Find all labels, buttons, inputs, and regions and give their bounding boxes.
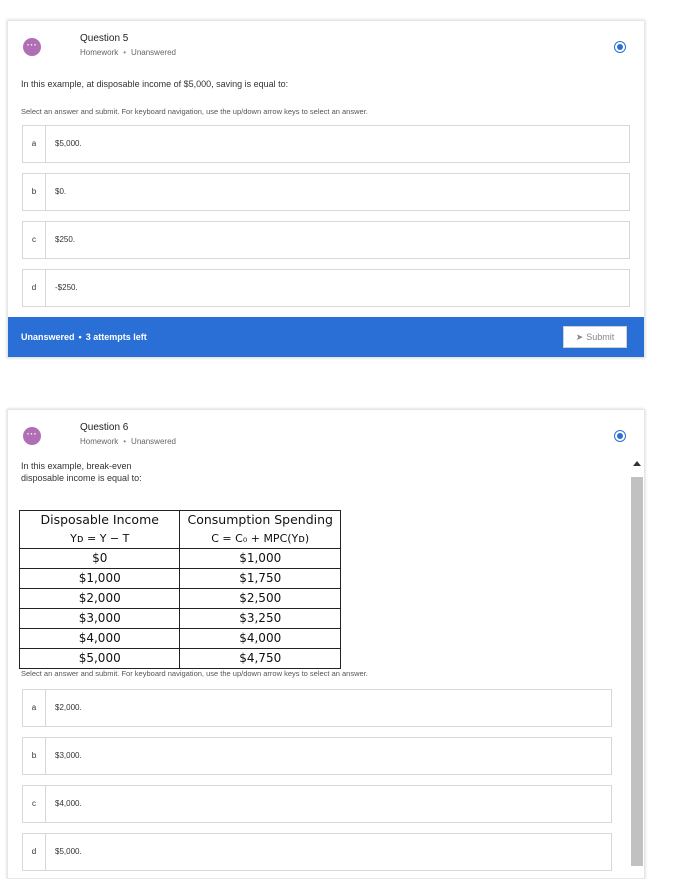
question-type: Homework xyxy=(80,48,119,57)
answer-choice-b[interactable] xyxy=(22,737,612,775)
question-status: Unanswered xyxy=(131,48,176,57)
table-cell: $2,000 xyxy=(20,589,180,609)
question-6-card xyxy=(7,409,645,879)
choice-letter: a xyxy=(23,690,46,726)
choice-text: $2,000. xyxy=(55,703,82,712)
table-row xyxy=(20,589,341,609)
answer-choice-c[interactable] xyxy=(22,785,612,823)
submit-label: Submit xyxy=(586,332,615,342)
question-5-card xyxy=(7,20,645,358)
answer-choice-c[interactable] xyxy=(22,221,630,259)
table-row xyxy=(20,549,341,569)
prompt-line: In this example, break-even xyxy=(21,461,132,471)
table-row xyxy=(20,649,341,669)
question-prompt xyxy=(21,460,142,484)
paper-plane-icon: ➤ xyxy=(575,332,584,342)
choice-text: $5,000. xyxy=(55,847,82,856)
scrollbar-thumb[interactable] xyxy=(631,477,643,866)
bookmark-circle-icon[interactable] xyxy=(614,430,626,442)
instructions: Select an answer and submit. For keyboard navigation, use the up/down arrow keys to select an answer. xyxy=(21,107,368,116)
table-header-consumption: Consumption Spending xyxy=(180,511,341,530)
more-dots-icon[interactable]: ··· xyxy=(23,427,41,445)
table-cell: $1,000 xyxy=(20,569,180,589)
attempt-status-text: Unanswered • 3 attempts left xyxy=(21,332,147,342)
scroll-up-arrow-icon[interactable] xyxy=(630,458,644,472)
choice-letter: c xyxy=(23,786,46,822)
bookmark-circle-icon[interactable] xyxy=(614,41,626,53)
table-cell: $0 xyxy=(20,549,180,569)
choice-text: $0. xyxy=(55,187,67,196)
table-formula-consumption: C = C₀ + MPC(Yᴅ) xyxy=(180,529,341,549)
choice-text: -$250. xyxy=(55,283,78,292)
choice-letter: b xyxy=(23,174,46,210)
choice-text: $5,000. xyxy=(55,139,82,148)
table-cell: $1,750 xyxy=(180,569,341,589)
answer-choice-b[interactable] xyxy=(22,173,630,211)
table-row xyxy=(20,629,341,649)
answer-status: Unanswered xyxy=(21,332,75,342)
submit-button[interactable] xyxy=(563,326,627,348)
choice-text: $3,000. xyxy=(55,751,82,760)
table-cell: $4,750 xyxy=(180,649,341,669)
answer-choice-a[interactable] xyxy=(22,689,612,727)
table-cell: $3,000 xyxy=(20,609,180,629)
table-cell: $5,000 xyxy=(20,649,180,669)
more-dots-icon[interactable]: ··· xyxy=(23,38,41,56)
question-title: Question 6 xyxy=(80,422,129,433)
question-prompt: In this example, at disposable income of $5,000, saving is equal to: xyxy=(21,79,289,89)
table-cell: $2,500 xyxy=(180,589,341,609)
table-row xyxy=(20,609,341,629)
attempt-status-bar xyxy=(8,317,644,357)
choice-text: $250. xyxy=(55,235,76,244)
answer-choice-d[interactable] xyxy=(22,833,612,871)
choice-letter: d xyxy=(23,270,46,306)
prompt-line: disposable income is equal to: xyxy=(21,473,142,483)
question-meta: Homework • Unanswered xyxy=(80,437,176,446)
choice-letter: d xyxy=(23,834,46,870)
table-cell: $3,250 xyxy=(180,609,341,629)
question-meta: Homework • Unanswered xyxy=(80,48,176,57)
table-header-disposable-income: Disposable Income xyxy=(20,511,180,530)
question-title: Question 5 xyxy=(80,33,129,44)
choice-letter: a xyxy=(23,126,46,162)
table-cell: $1,000 xyxy=(180,549,341,569)
choice-letter: c xyxy=(23,222,46,258)
table-row xyxy=(20,569,341,589)
question-status: Unanswered xyxy=(131,437,176,446)
choice-letter: b xyxy=(23,738,46,774)
choice-text: $4,000. xyxy=(55,799,82,808)
answer-choice-a[interactable] xyxy=(22,125,630,163)
table-cell: $4,000 xyxy=(20,629,180,649)
instructions: Select an answer and submit. For keyboard navigation, use the up/down arrow keys to select an answer. xyxy=(21,669,368,678)
attempts-left: 3 attempts left xyxy=(85,332,147,342)
question-type: Homework xyxy=(80,437,119,446)
table-cell: $4,000 xyxy=(180,629,341,649)
income-consumption-table xyxy=(19,510,341,669)
table-formula-income: Yᴅ = Y − T xyxy=(20,529,180,549)
answer-choice-d[interactable] xyxy=(22,269,630,307)
